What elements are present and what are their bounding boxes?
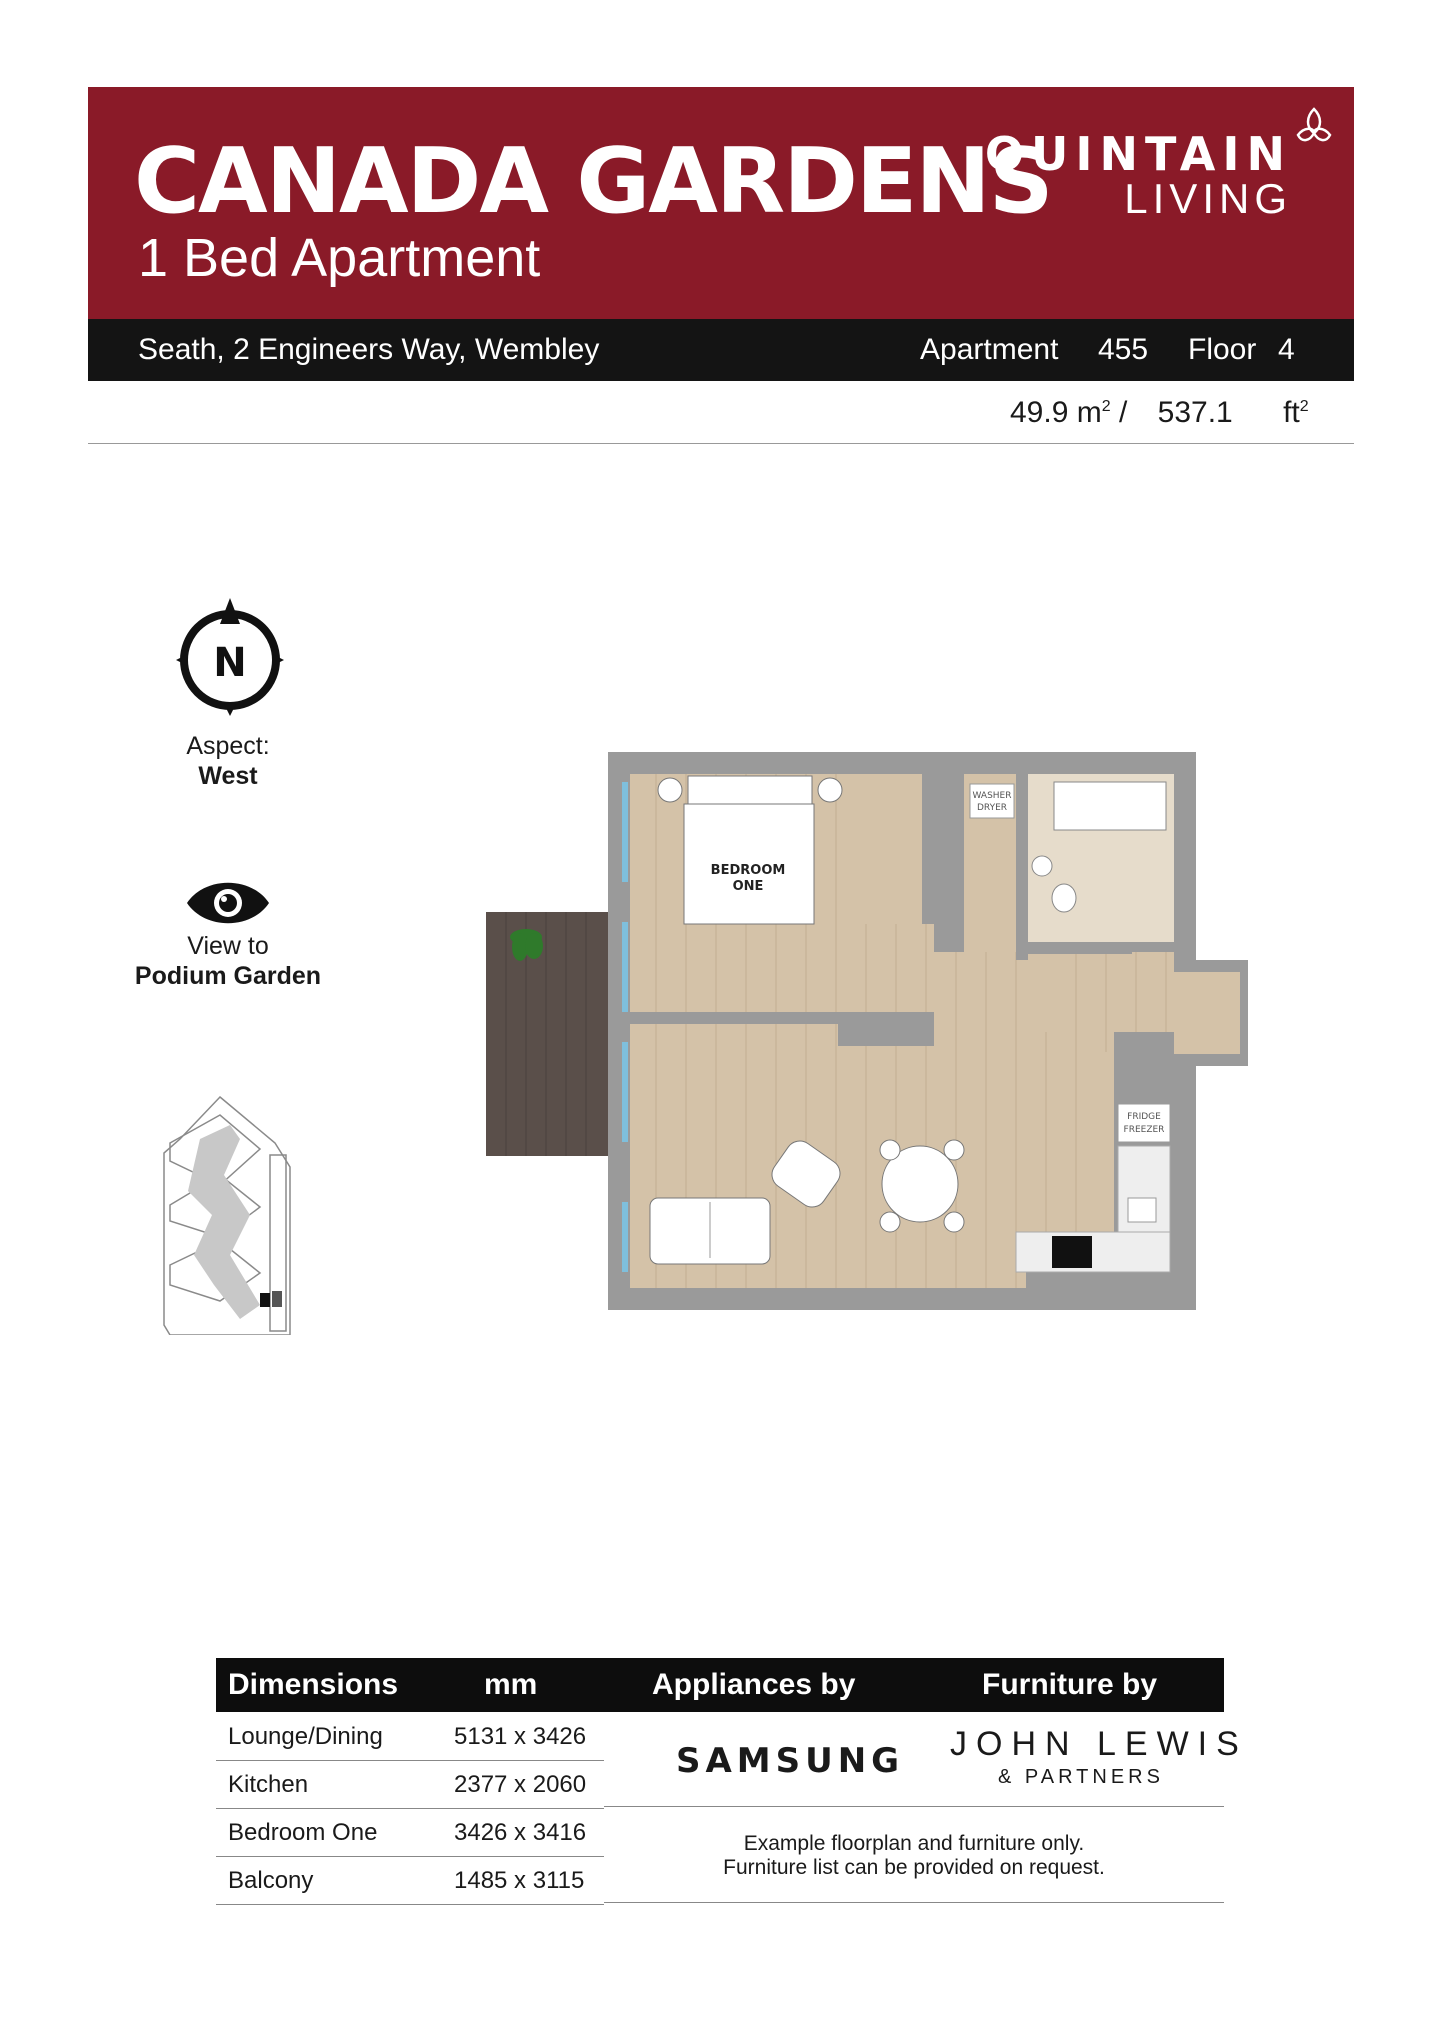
furniture-brand-sub: & PARTNERS — [998, 1766, 1164, 1788]
room-dimensions: 5131 x 3426 — [454, 1723, 587, 1750]
bath-icon — [1054, 782, 1166, 830]
header-mm: mm — [484, 1668, 538, 1701]
kitchen-sink-icon — [1128, 1198, 1156, 1222]
furniture-brand-logo: JOHN LEWIS — [950, 1725, 1248, 1763]
fridge-label-line2: FREEZER — [1123, 1125, 1165, 1135]
table-row — [216, 1808, 604, 1857]
quintain-logo-icon — [1292, 105, 1336, 149]
apartment-number: 455 — [1098, 333, 1149, 366]
room-dimensions: 2377 x 2060 — [454, 1771, 587, 1798]
brand-name: QUINTAIN — [984, 127, 1292, 181]
sink-icon — [1032, 856, 1052, 876]
fridge-label-line1: FRIDGE — [1127, 1112, 1161, 1122]
bedroom-label-line2: ONE — [732, 879, 764, 894]
area-sqm: 49.9 — [1010, 396, 1069, 429]
area-separator: / — [1118, 396, 1128, 429]
room-dimensions: 3426 x 3416 — [454, 1819, 587, 1846]
compass-north-icon — [172, 592, 288, 718]
area-sqm-unit: m — [1076, 396, 1102, 429]
eye-icon — [185, 880, 271, 926]
area-line — [1010, 396, 1309, 430]
room-name: Kitchen — [228, 1771, 309, 1798]
washer-label-line2: DRYER — [976, 803, 1008, 813]
room-name: Balcony — [228, 1867, 314, 1894]
header-banner — [88, 87, 1354, 319]
disclaimer-line1: Example floorplan and furniture only. — [743, 1832, 1085, 1855]
apartment-label: Apartment — [920, 333, 1059, 366]
hob-icon — [1052, 1236, 1092, 1268]
balcony — [486, 912, 608, 1156]
room-name: Lounge/Dining — [228, 1723, 383, 1750]
table-bottom-rule — [604, 1902, 1224, 1903]
disclaimer-line2: Furniture list can be provided on request. — [723, 1856, 1105, 1879]
view-label: View to — [187, 932, 269, 960]
table-row — [216, 1856, 604, 1905]
floor-label: Floor — [1188, 333, 1257, 366]
table-row — [216, 1760, 604, 1809]
header-appliances: Appliances by — [652, 1668, 856, 1701]
area-sqft-unit: ft — [1283, 396, 1300, 429]
development-title: CANADA GARDENS — [134, 129, 1052, 234]
apartment-type: 1 Bed Apartment — [138, 228, 541, 288]
aspect-label: Aspect: — [186, 732, 270, 760]
table-divider — [604, 1806, 1224, 1807]
info-bar — [88, 319, 1354, 381]
floor-number: 4 — [1278, 333, 1295, 366]
toilet-icon — [1052, 884, 1076, 912]
room-name: Bedroom One — [228, 1819, 378, 1846]
header-furniture: Furniture by — [982, 1668, 1158, 1701]
header-divider — [88, 443, 1354, 444]
area-sqft-sup: 2 — [1299, 398, 1309, 415]
sofa-icon — [650, 1198, 770, 1264]
brand-subname: LIVING — [1124, 175, 1292, 222]
header-dimensions: Dimensions — [228, 1668, 399, 1701]
dimensions-table-header — [216, 1658, 1224, 1712]
aspect-value: West — [198, 762, 258, 790]
floorplan — [486, 752, 1248, 1310]
bedroom-label-line1: BEDROOM — [710, 863, 786, 878]
washer-label-line1: WASHER — [972, 791, 1012, 801]
area-sqft: 537.1 — [1157, 396, 1233, 429]
compass-letter: N — [213, 640, 247, 686]
dining-table-icon — [880, 1140, 964, 1232]
area-sqm-sup: 2 — [1101, 398, 1111, 415]
view-value: Podium Garden — [134, 962, 322, 990]
table-row — [216, 1712, 604, 1761]
address: Seath, 2 Engineers Way, Wembley — [138, 333, 600, 366]
site-plan-key — [160, 1095, 300, 1335]
room-dimensions: 1485 x 3115 — [454, 1867, 585, 1894]
appliances-brand-logo: SAMSUNG — [676, 1741, 905, 1781]
